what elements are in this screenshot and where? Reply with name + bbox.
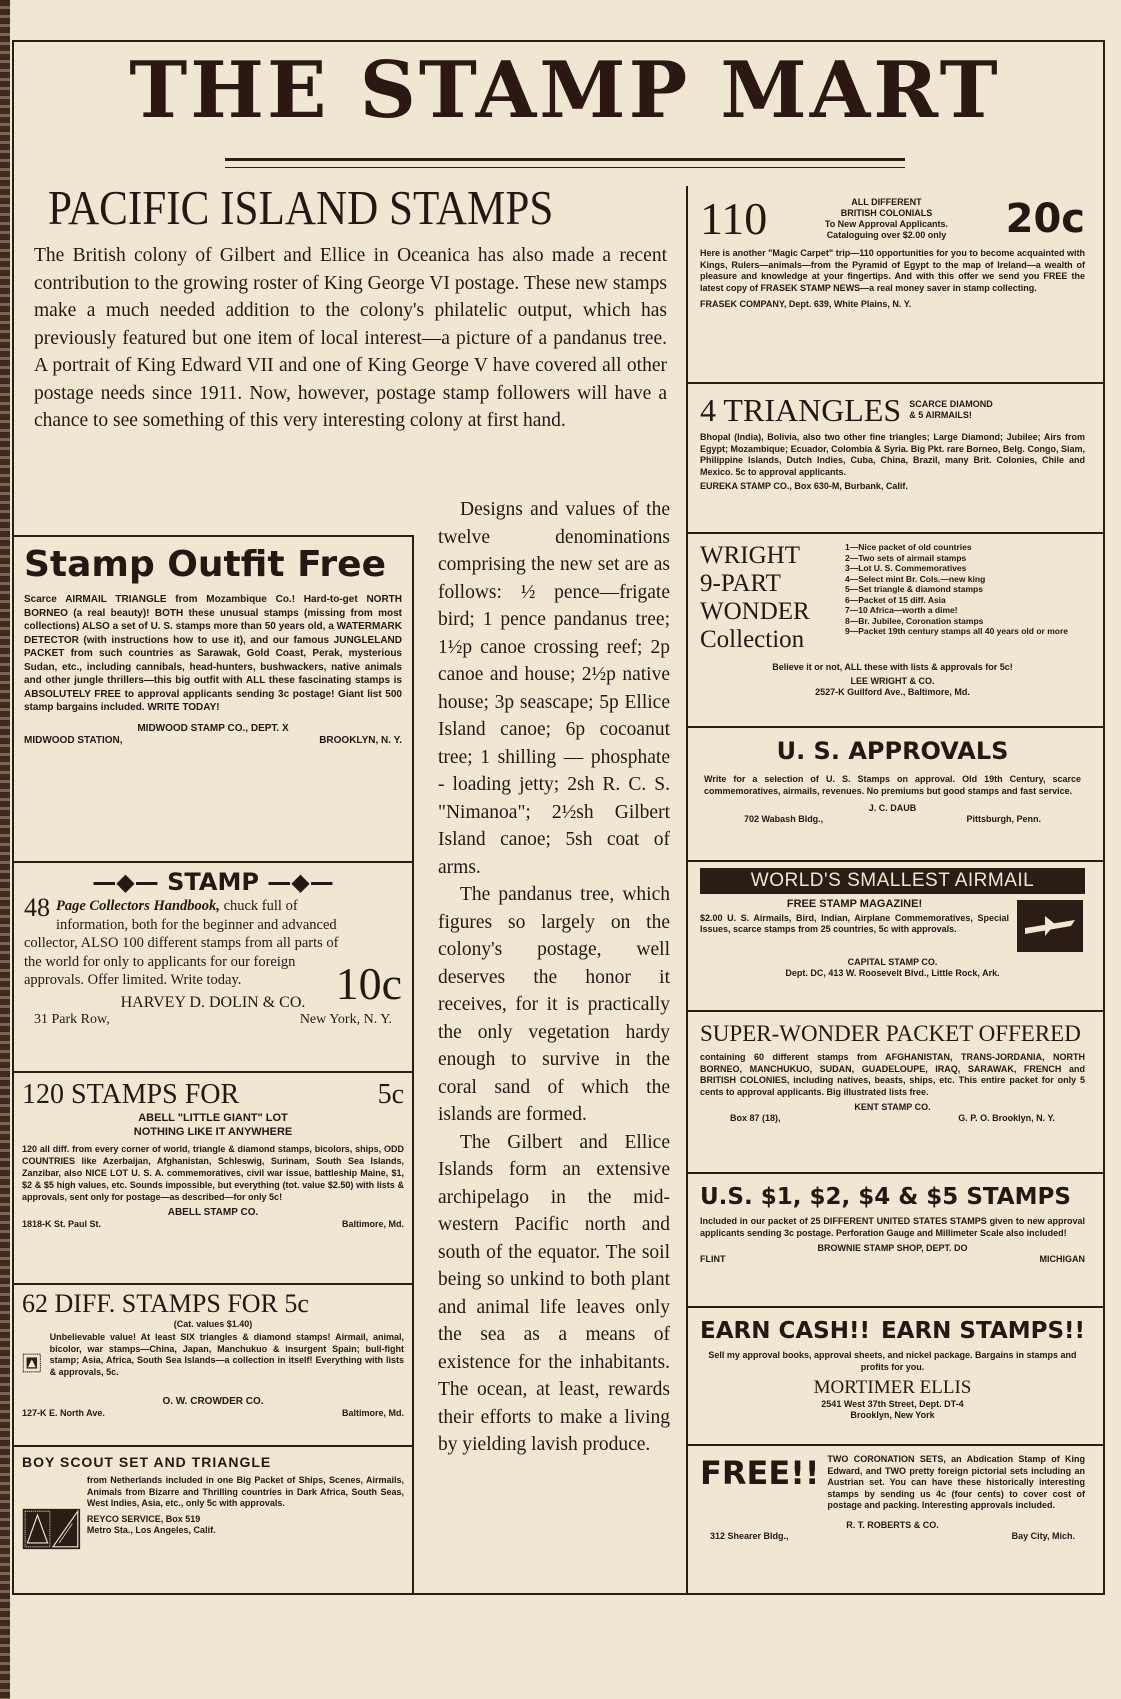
ad-head-line-1: SCARCE DIAMOND xyxy=(909,399,993,409)
ad-company: J. C. DAUB xyxy=(868,803,917,813)
ad-company: CAPITAL STAMP CO. xyxy=(847,957,938,967)
ad-address-right: MICHIGAN xyxy=(1039,1254,1085,1264)
ad-address xyxy=(700,1254,1085,1265)
ad-address-left: 1818-K St. Paul St. xyxy=(22,1219,102,1229)
scout-stamps-illustration xyxy=(22,1475,81,1583)
ad-address-left: MIDWOOD STATION, xyxy=(24,734,123,746)
ad-address-left: 31 Park Row, xyxy=(34,1011,110,1027)
ad-address xyxy=(22,1408,404,1419)
ad-body: from Netherlands included in one Big Packet of Ships, Scenes, Airmails, Animals from Bizarre and Thrilling countries in Dark Africa, South Seas, West Indies, Asia, etc., only 5c with approvals. xyxy=(86,1475,404,1508)
ad-body: containing 60 different stamps from AFGHANISTAN, TRANS-JORDANIA, NORTH BORNEO, MANCHUKUO, SUDAN, GUADELOUPE, IRAQ, SARAWAK, FRENCH and BRITISH COLONIES, including natives, beasts, ships, etc. This entire packet for only 5 cents to approval applicants. Big illustrated lists free. xyxy=(700,1052,1085,1097)
ad-title: FREE!! xyxy=(700,1454,820,1492)
list-item: 2—Two sets of airmail stamps xyxy=(845,552,967,563)
airmail-stamp-illustration xyxy=(1015,898,1085,954)
ad-address-right: Pittsburgh, Penn. xyxy=(966,814,1041,824)
ad-title: —◆— STAMP —◆— xyxy=(92,868,334,896)
list-item: 6—Packet of 15 diff. Asia xyxy=(845,594,946,605)
ad-title-line-4: Collection xyxy=(700,626,805,653)
ad-subtitle: ABELL "LITTLE GIANT" LOT xyxy=(138,1112,288,1124)
ad-address xyxy=(700,1531,1085,1542)
ad-address-left: 127-K E. North Ave. xyxy=(22,1408,105,1418)
list-item: 1—Nice packet of old countries xyxy=(845,542,972,552)
ad-body: 120 all diff. from every corner of world, triangle & diamond stamps, bicolors, ships, ODD COUNTRIES like Azerbaijan, Afghanistan, Schleswig, Surinam, South Sea Islands, Zanzibar, also NICE LOT U. S. A. commemoratives, civil war issue, battleship Maine, $1, $2 & $5 high values, etc. Sounds impossible, but everything (tot. value $2.50) with lists & approvals, sent only for postage—as described—for only 5c! xyxy=(22,1144,404,1202)
ad-address-right: Bay City, Mich. xyxy=(1011,1530,1075,1541)
ad-title: WORLD'S SMALLEST AIRMAIL xyxy=(700,868,1085,894)
ad-body: Included in our packet of 25 DIFFERENT UNITED STATES STAMPS given to new approval applicants sending 3c postage. Perforation Gauge and Millimeter Scale also included! xyxy=(700,1216,1085,1238)
ad-title xyxy=(700,1316,1085,1346)
ad-stamp-outfit-free xyxy=(14,537,412,861)
list-item: 4—Select mint Br. Cols.—new king xyxy=(845,573,986,584)
ad-head-line-4: Cataloguing over $2.00 only xyxy=(826,230,947,240)
ad-company: MIDWOOD STAMP CO., DEPT. X xyxy=(137,722,289,734)
ad-price: 10c xyxy=(335,958,402,1009)
article-title: PACIFIC ISLAND STAMPS xyxy=(48,180,554,235)
list-item: 3—Lot U. S. Commemoratives xyxy=(845,563,967,573)
ad-company: LEE WRIGHT & CO. xyxy=(850,676,935,686)
ad-subtitle-2: NOTHING LIKE IT ANYWHERE xyxy=(133,1126,293,1138)
page-title: THE STAMP MART xyxy=(129,45,1001,136)
list-item: 9—Packet 19th century stamps all 40 years old or more xyxy=(845,626,1068,636)
ad-address: 2541 West 37th Street, Dept. DT-4 xyxy=(821,1399,964,1409)
ad-title-right: EARN STAMPS!! xyxy=(880,1318,1085,1344)
ad-company: KENT STAMP CO. xyxy=(854,1102,931,1112)
ad-address-right: G. P. O. Brooklyn, N. Y. xyxy=(958,1113,1055,1123)
ad-price: 5c xyxy=(377,1079,404,1110)
ad-body: Bhopal (India), Bolivia, also two other fine triangles; Large Diamond; Jubilee; Airs from Egypt; Mozambique; Ecuador, Colombia & Syria. Big Pkt. rare Borneo, Belg. Congo, Siam, Philippine Islands, Dutch Indies, Cuba, China, Brazil, many Brit. Colonies, Chile and Mexico. 5c to approval applicants. xyxy=(700,432,1085,477)
article-column xyxy=(438,496,670,1459)
ad-head-line-2: & 5 AIRMAILS! xyxy=(909,410,972,420)
ad-address: 2527-K Guilford Ave., Baltimore, Md. xyxy=(815,687,970,697)
list-item: 5—Set triangle & diamond stamps xyxy=(845,584,983,594)
ad-company: HARVEY D. DOLIN & CO. xyxy=(120,993,306,1011)
ad-boy-scout-set xyxy=(14,1447,412,1593)
ad-head-line-2: BRITISH COLONIALS xyxy=(840,208,933,218)
ad-company: ABELL STAMP CO. xyxy=(167,1207,259,1218)
list-item: 8—Br. Jubilee, Coronation stamps xyxy=(845,615,984,626)
article-paragraph-pandanus: The pandanus tree, which figures so largely on the colony's postage, well deserves the honor it receives, for it is practically the only vegetation hardy enough to survive in the coral sand of which the islands are formed. xyxy=(438,884,670,1125)
ad-earn-cash-stamps xyxy=(690,1308,1095,1444)
ad-company: BROWNIE STAMP SHOP, DEPT. DO xyxy=(817,1243,968,1253)
ad-address-left: Box 87 (18), xyxy=(730,1113,781,1123)
ad-address xyxy=(704,814,1081,825)
ad-title: U.S. $1, $2, $4 & $5 STAMPS xyxy=(700,1184,1071,1210)
article-paragraph-archipelago: The Gilbert and Ellice Islands form an extensive archipelago in the mid-western Pacific north and south of the equator. The soil being so unkind to both plant and animal life leaves only the sea as a means of existence for the inhabitants. The ocean, at least, rewards their efforts to make a living by yielding lavish produce. xyxy=(438,1131,670,1455)
ad-company: EUREKA STAMP CO., Box 630-M, Burbank, Calif. xyxy=(700,481,908,491)
ad-number: 110 xyxy=(700,193,768,244)
ad-address-right: Baltimore, Md. xyxy=(341,1408,404,1418)
ad-body: $2.00 U. S. Airmails, Bird, Indian, Airplane Commemoratives, Special Issues, scarce stamps from 25 countries, 5c with approvals. xyxy=(700,913,1009,934)
ad-body: Unbelievable value! At least SIX triangles & diamond stamps! Airmail, animal, bicolor, war stamps—China, Japan, Manchukuo & insurgent Spain; bull-fight stamp; Asia, Africa, South Sea Islands—a collection in itself! Everything with lists & approvals, 5c. xyxy=(49,1332,404,1377)
ad-collectors-handbook xyxy=(14,863,412,1071)
ad-eureka-triangles xyxy=(690,384,1095,532)
ad-address xyxy=(700,1113,1085,1124)
ad-price: 20c xyxy=(1005,196,1085,242)
stamp-illustration xyxy=(22,1332,42,1394)
ad-address: Dept. DC, 413 W. Roosevelt Blvd., Little Rock, Ark. xyxy=(785,968,1000,978)
ad-title: BOY SCOUT SET AND TRIANGLE xyxy=(22,1454,272,1470)
ad-wright-wonder-collection xyxy=(690,534,1095,726)
ad-body: Sell my approval books, approval sheets, and nickel package. Bargains in stamps and profits for you. xyxy=(708,1350,1077,1372)
ad-body-emphasis: Page Collectors Handbook, xyxy=(56,898,220,914)
ad-body: TWO CORONATION SETS, an Abdication Stamp of King Edward, and TWO pretty foreign pictorial sets including an Austrian set. You can have these historically interesting stamps by sending us 4c (four cents) to cover cost of postage and packing. Interesting approvals included. xyxy=(827,1454,1085,1510)
ad-title-line-3: WONDER xyxy=(700,598,810,625)
ad-title-text: 120 STAMPS FOR xyxy=(22,1079,240,1110)
ad-address-left: 702 Wabash Bldg., xyxy=(744,814,824,824)
ad-title: Stamp Outfit Free xyxy=(24,544,386,585)
ad-company: R. T. ROBERTS & CO. xyxy=(846,1519,939,1530)
list-item: 7—10 Africa—worth a dime! xyxy=(845,605,958,615)
ad-worlds-smallest-airmail xyxy=(690,862,1095,1010)
ad-body: Here is another "Magic Carpet" trip—110 opportunities for you to become acquainted with Kings, Rulers—animals—from the Pyramid of Egypt to the map of Ireland—a wealth of pleasure and knowledge at your fingertips. And with this offer we send you FREE the latest copy of FRASEK STAMP NEWS—a real money saver in stamp collecting. xyxy=(700,248,1085,293)
ad-subtitle: FREE STAMP MAGAZINE! xyxy=(786,898,923,910)
ad-address-right: New York, N. Y. xyxy=(299,1011,392,1027)
ad-title xyxy=(22,1079,404,1111)
ad-item-list xyxy=(845,542,1068,654)
ad-title-line-2: 9-PART xyxy=(700,570,781,597)
ad-company: O. W. CROWDER CO. xyxy=(162,1396,264,1407)
ad-abell-stamps xyxy=(14,1073,412,1283)
column-divider-left xyxy=(412,535,414,1594)
ad-company: REYCO SERVICE, Box 519 xyxy=(86,1513,201,1524)
title-rule xyxy=(225,158,905,168)
article-paragraph-designs: Designs and values of the twelve denominations comprising the new set are as follows: ½ pence—frigate bird; 1 pence pandanus tree; 1½p canoe crossing reef; 2p canoe and house; 2½p native house; 3p seascape; 5p Ellice Island canoe; 6p cocoanut tree; 1 shilling — phosphate - loading jetty; 2sh R. C. S. "Nimanoa"; 2½sh Gilbert Island canoe; 5sh coat of arms. xyxy=(438,499,670,878)
ad-title-line-1: WRIGHT xyxy=(700,542,800,569)
ad-company: FRASEK COMPANY, Dept. 639, White Plains, N. Y. xyxy=(700,299,912,309)
ad-title-left: EARN CASH!! xyxy=(700,1318,870,1344)
ad-body-text: chuck full of information, both for the beginner and advanced collector, ALSO 100 different stamps from all parts of the world for only to applicants for our foreign approvals. Offer limited. Write today. xyxy=(24,898,339,988)
ad-body: Scarce AIRMAIL TRIANGLE from Mozambique Co.! Hard-to-get NORTH BORNEO (a real beauty)! BOTH these unusual stamps (missing from most collections) ALSO a set of U. S. stamps more than 50 years old, a WATERMARK DETECTOR (with instructions how to use it), and our famous JUNGLELAND PACKET from such countries as Sarawak, Gold Coast, Perak, mysterious Sudan, etc., including cannibals, head-hunters, bushwackers, native animals and other jungle thrillers—this big outfit with ALL these fascinating stamps is ABSOLUTELY FREE to approval applicants sending 3c postage! Giant list 500 stamp bargains included. WRITE TODAY! xyxy=(24,594,402,713)
ad-head-line-3: To New Approval Applicants. xyxy=(824,219,949,229)
ad-title: 4 TRIANGLES xyxy=(700,392,902,428)
ad-company: MORTIMER ELLIS xyxy=(813,1377,972,1398)
ad-free-coronation-sets xyxy=(690,1446,1095,1592)
ad-address-left: FLINT xyxy=(700,1254,726,1264)
ad-super-wonder-packet xyxy=(690,1012,1095,1172)
ad-address-left: 312 Shearer Bldg., xyxy=(710,1530,789,1541)
torn-page-edge xyxy=(0,0,10,1699)
article-intro: The British colony of Gilbert and Ellice in Oceanica has also made a recent contribution to the growing roster of King George VI postage. These new stamps make a much needed addition to the colony's philatelic output, which has previously featured but one item of local interest—a picture of a pandanus tree. A portrait of King Edward VII and one of King George V have covered all other postage needs since 1911. Now, however, postage stamp followers will have a chance to see something of this very interesting colony at first hand. xyxy=(34,245,667,431)
ad-title: 62 DIFF. STAMPS FOR 5c xyxy=(22,1289,309,1318)
ad-title: U. S. APPROVALS xyxy=(776,737,1009,765)
ad-subtitle: (Cat. values $1.40) xyxy=(173,1319,253,1329)
ad-title: SUPER-WONDER PACKET OFFERED xyxy=(700,1021,1081,1046)
ad-address: Metro Sta., Los Angeles, Calif. xyxy=(86,1524,216,1535)
ad-crowder-stamps xyxy=(14,1285,412,1445)
ad-address xyxy=(24,1012,402,1028)
ad-body: Write for a selection of U. S. Stamps on approval. Old 19th Century, scarce commemoratives, airmails, revenues. No premiums but good stamps and fast service. xyxy=(704,774,1081,796)
ad-title xyxy=(700,542,835,654)
ad-us-approvals xyxy=(690,728,1095,860)
ad-us-dollar-stamps xyxy=(690,1174,1095,1306)
ad-address-right: Baltimore, Md. xyxy=(341,1219,404,1229)
ad-address xyxy=(22,1219,404,1230)
ad-address-2: Brooklyn, New York xyxy=(850,1410,935,1420)
ad-title-text: STAMP xyxy=(167,868,259,896)
ad-address xyxy=(24,735,402,747)
column-divider-right xyxy=(686,186,688,1594)
ad-body: Believe it or not, ALL these with lists & approvals for 5c! xyxy=(772,662,1013,672)
ad-frasek-colonials xyxy=(690,188,1095,382)
ad-address-right: BROOKLYN, N. Y. xyxy=(319,734,402,746)
ad-head-line-1: ALL DIFFERENT xyxy=(851,197,922,207)
ad-number: 48 xyxy=(24,893,50,922)
